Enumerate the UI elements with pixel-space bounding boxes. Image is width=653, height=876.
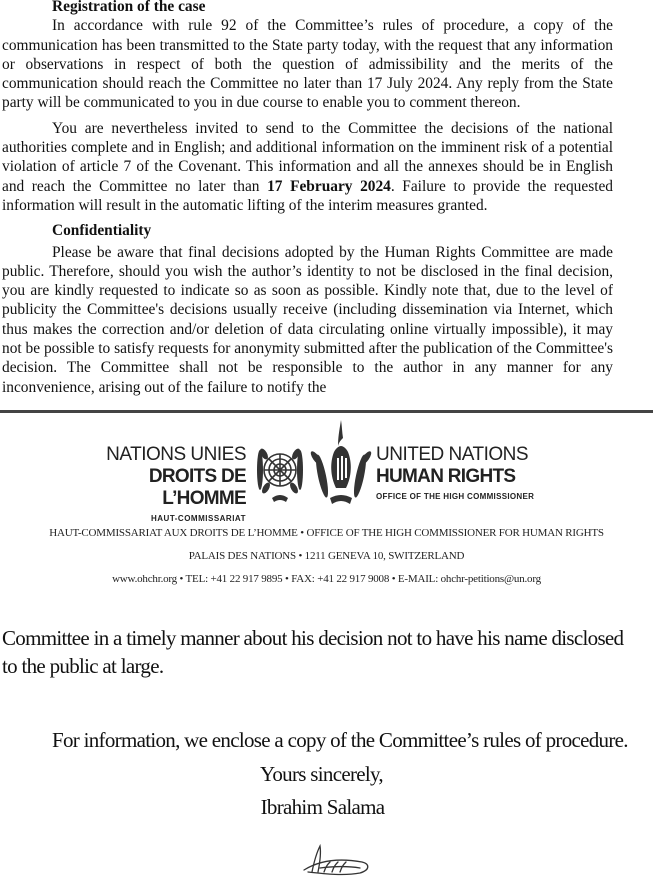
enclosure-note: For information, we enclose a copy of the Committee’s rules of procedure. bbox=[52, 728, 628, 752]
letterhead-french: NATIONS UNIES DROITS DE L’HOMME HAUT-COMMISSARIAT bbox=[106, 444, 246, 523]
heading-registration: Registration of the case bbox=[52, 0, 206, 15]
page-divider bbox=[0, 410, 653, 413]
handwritten-signature-icon bbox=[290, 836, 380, 876]
hand-dove-logo-icon bbox=[310, 418, 372, 510]
deadline-date: 17 February 2024 bbox=[267, 177, 391, 195]
address-line-contacts: www.ohchr.org • TEL: +41 22 917 9895 • FAX: +41 22 917 9008 • E-MAIL: ohchr-petitions@un.org bbox=[112, 573, 541, 585]
signatory-name: Ibrahim Salama bbox=[260, 795, 385, 819]
paragraph-registration: In accordance with rule 92 of the Committee’s rules of procedure, a copy of the communication has been transmitted to the State party today, with the request that any information or observations in respect of both the question of admissibility and the merits of the communication should reach the Committee no later than 17 July 2024. Any reply from the State party will be communicated to you in due course to enable you to comment thereon. bbox=[2, 17, 613, 112]
continuation-paragraph: Committee in a timely manner about his decision not to have his name disclosed to the public at large. bbox=[2, 626, 624, 678]
un-emblem-icon bbox=[252, 440, 308, 506]
address-line-office: HAUT-COMMISSARIAT AUX DROITS DE L’HOMME • OFFICE OF THE HIGH COMMISSIONER FOR HUMAN RIGHTS bbox=[49, 527, 604, 539]
address-line-geneva: PALAIS DES NATIONS • 1211 GENEVA 10, SWITZERLAND bbox=[188, 550, 465, 562]
paragraph-request-information: You are nevertheless invited to send to the Committee the decisions of the national authorities complete and in English; and additional information on the imminent risk of a potential violation of article 7 of the Covenant. This information and all the annexes should be in English and reach the Committee no later than 17 February 2024. Failure to provide the requested information will result in the automatic lifting of the interim measures granted. bbox=[2, 119, 614, 214]
paragraph-confidentiality: Please be aware that final decisions adopted by the Human Rights Committee are made public. Therefore, should you wish the author’s identity to not be disclosed in the final decision, you are kindly requested to indicate so as soon as possible. Kindly note that, due to the level of publicity the Committee's decisions usually receive (including dissemination via Internet, which thus makes the correction and/or deletion of data circulating online virtually impossible), it may not be possible to satisfy requests for anonymity submitted after the publication of the Committee's decision. The Committee shall not be responsible to the author in any manner for any inconvenience, arising out of the failure to notify the bbox=[2, 243, 613, 396]
closing-salutation: Yours sincerely, bbox=[260, 762, 383, 786]
letter-top-section bbox=[0, 0, 653, 410]
ohchr-letterhead bbox=[0, 416, 653, 523]
letterhead-english: UNITED NATIONS HUMAN RIGHTS OFFICE OF THE HIGH COMMISSIONER bbox=[376, 444, 535, 501]
heading-confidentiality: Confidentiality bbox=[52, 222, 152, 240]
